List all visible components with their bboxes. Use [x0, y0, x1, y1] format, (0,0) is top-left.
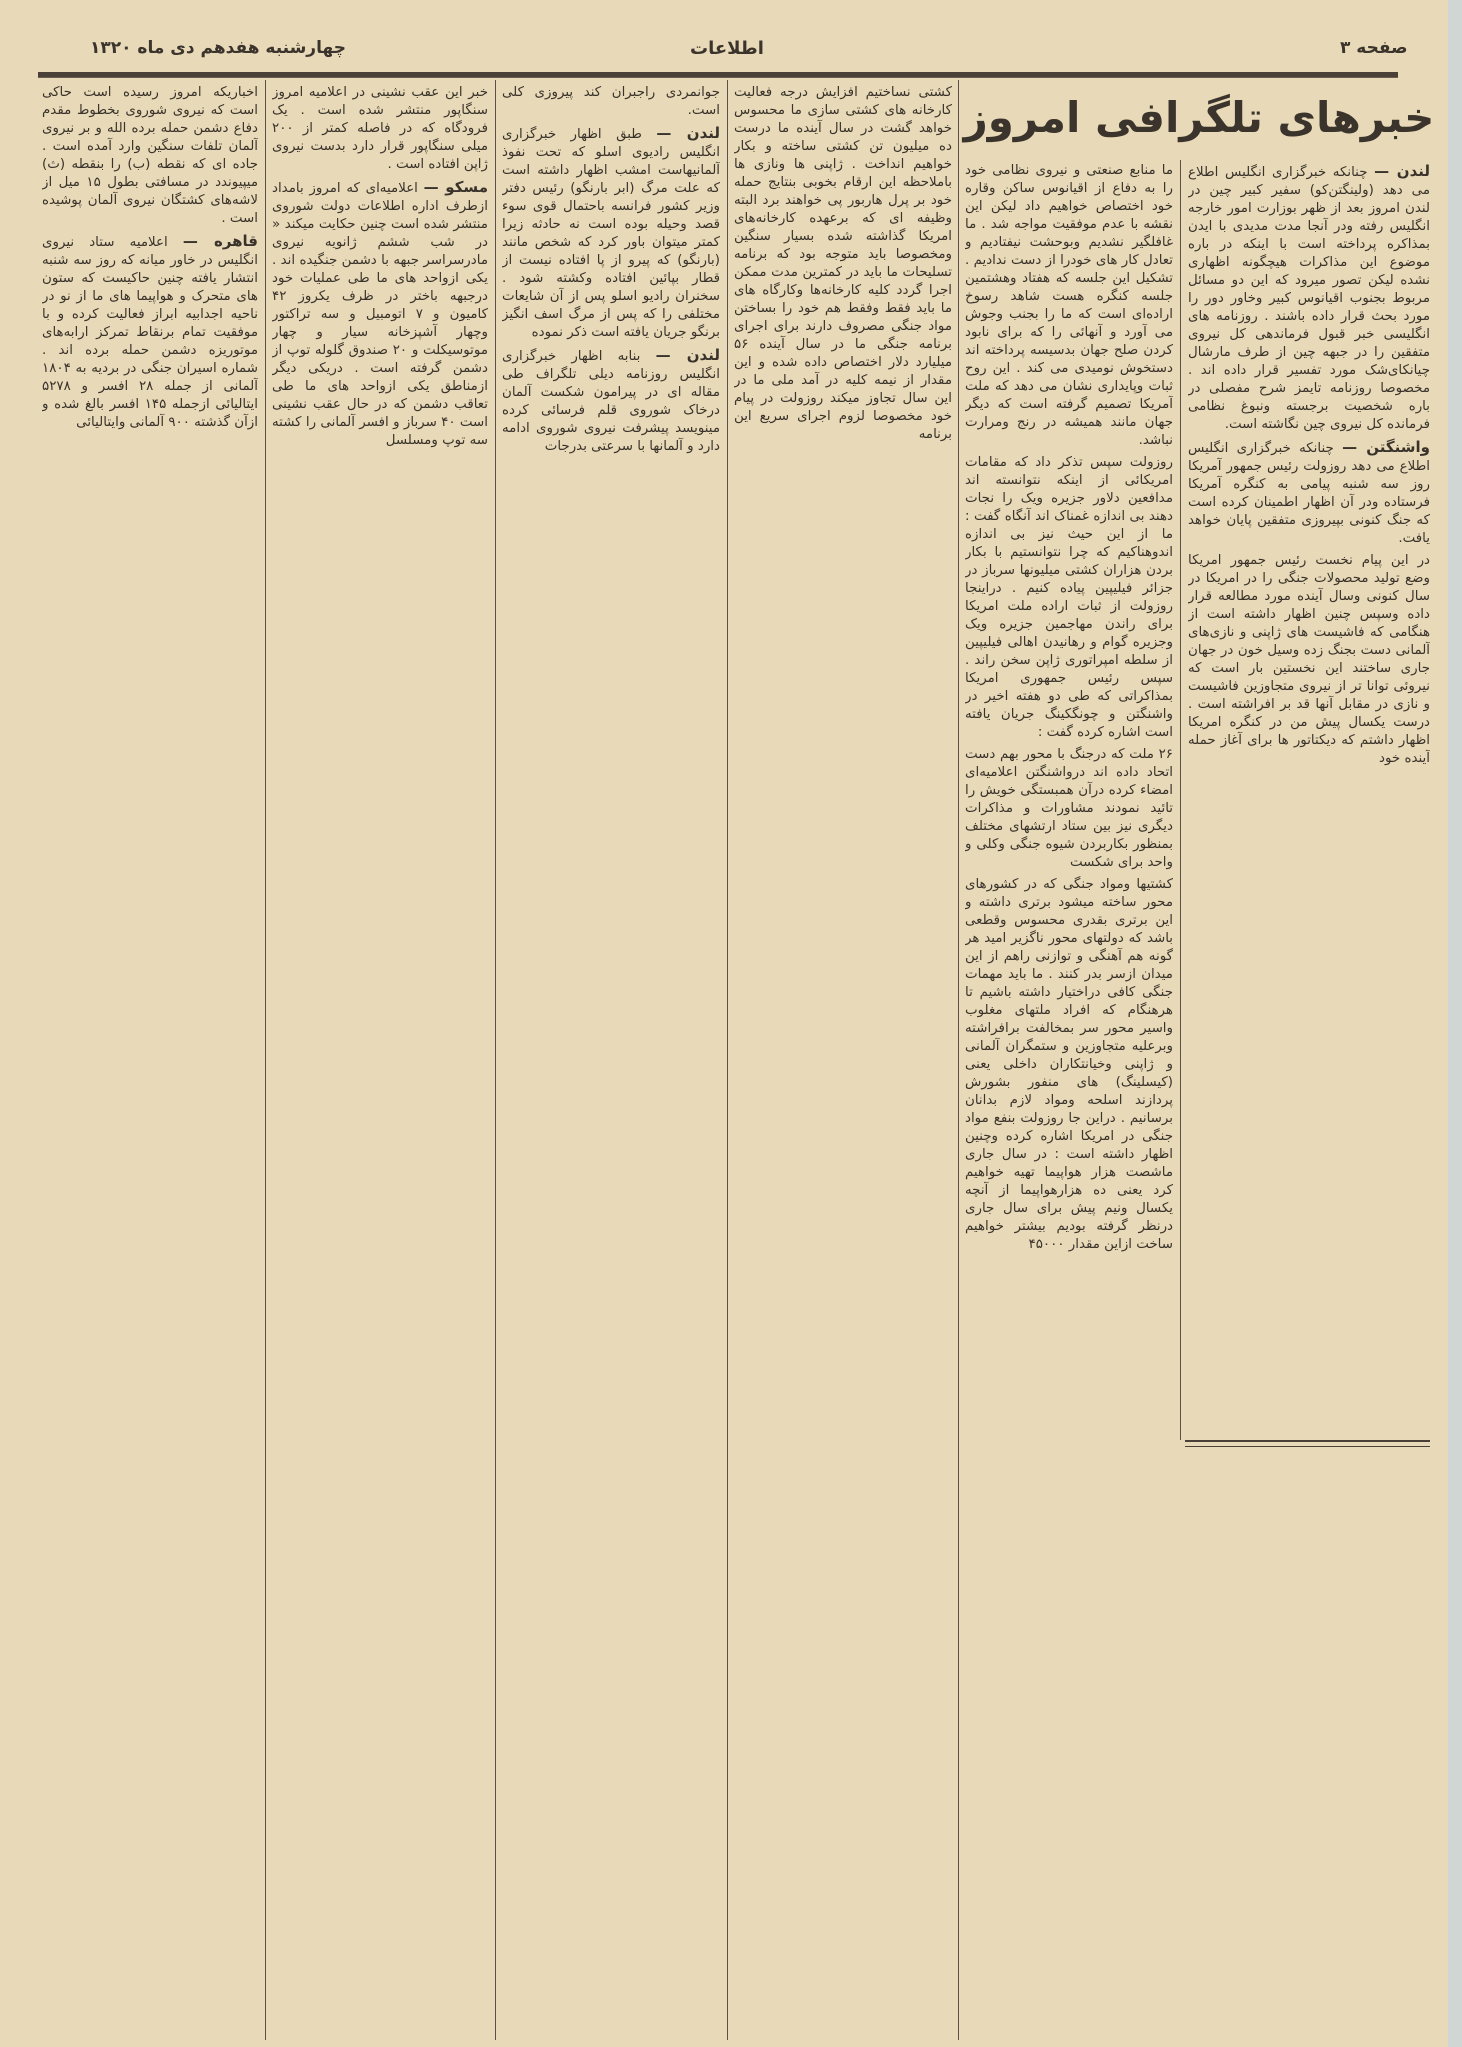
paragraph-text: کشتی نساختیم افزایش درجه فعالیت کارخانه های کشتی سازی ما محسوس خواهد گشت در سال آینده ما درست ده میلیون تن کشتی ساخته و بکار خواهیم انداخت . ژاپنی ها ونازی ها باملاحظه این ارقام بخوبی بنتایج حمله خود بر پرل هاربور پی خواهند برد البته وظیفه ای که برعهده کارخانه‌های امریکا گذاشته شده بسیار سنگین ومخصوصا باید متوجه بود که برنامه تسلیحات ما باید در کمترین مدت ممکن اجرا گردد کلیه کارخانه‌ها وکارگاه های ما باید فقط وفقط هم خود را بساختن مواد جنگی مصروف دارند برای اجرای برنامه جنگی ما در سال آینده ۵۶ میلیارد دلار اختصاص داده شده و این مقدار از نیمه کلیه در آمد ملی ما در این سال تجاوز میکند روزولت در پیام خود مخصوصا لزوم اجرای سریع این برنامه	[734, 85, 952, 442]
article-paragraph	[502, 124, 720, 342]
paragraph-text: در این پیام نخست رئیس جمهور امریکا وضع تولید محصولات جنگی را در امریکا در سال کنونی وسال آینده مورد مطالعه قرار داده وسپس چنین اظهار داشته است از هنگامی که فاشیست های ژاپنی و نازی‌های آلمانی دست بجنگ زده وسیل خون در جهان جاری ساختند این نخستین بار است که نیروئی توانا تر از نیروی متجاوزین فاشیست و نازی در مقابل آنها قد بر افراشته است . درست یکسال پیش من در کنگره امریکا اظهار داشتم که دیکتاتور ها برای آغاز حمله آینده خود	[1188, 553, 1430, 766]
dateline: لندن —	[655, 346, 720, 364]
article-paragraph	[965, 876, 1173, 1254]
article-paragraph	[965, 454, 1173, 742]
column-1	[1188, 162, 1430, 2035]
paragraph-text: جوانمردی راجبران کند پیروزی کلی است.	[502, 85, 720, 118]
article-paragraph	[1188, 438, 1430, 548]
paragraph-text: چنانکه خبرگزاری انگلیس اطلاع می دهد روزولت رئیس جمهور آمریکا روز سه شنبه پیامی به کنگره آمریکا فرستاده ودر آن اظهار اطمینان کرده است که جنگ کنونی بپیروزی متفقین پایان خواهد یافت.	[1188, 441, 1430, 546]
column-divider	[495, 80, 496, 2040]
dateline: مسکو —	[423, 178, 488, 196]
article-paragraph	[272, 178, 488, 450]
article-paragraph	[965, 746, 1173, 872]
column-divider	[727, 80, 728, 2040]
article-paragraph	[42, 84, 258, 228]
dateline: لندن —	[1374, 162, 1430, 180]
article-paragraph	[502, 84, 720, 120]
paragraph-text: بنابه اظهار خبرگزاری انگلیس روزنامه دیلی تلگراف طی مقاله ای در پیرامون شکست آلمان درخاک شوروی قلم فرسائی کرده مینویسد پیشرفت نیروی شوروی ادامه دارد و آلمانها با سرعتی بدرجات	[502, 349, 720, 454]
column-5	[272, 84, 488, 2034]
article-paragraph	[965, 162, 1173, 450]
dateline: واشنگتن —	[1342, 438, 1430, 456]
paragraph-text: چنانکه خبرگزاری انگلیس اطلاع می دهد (ولینگتن‌کو) سفیر کبیر چین در لندن امروز بعد از ظهر بوزارت امور خارجه انگلیس رفته ودر آنجا مدت مدیدی با ایدن بمذاکره پرداخته است با اینکه در باره موضوع این مذاکرات هیچگونه اظهاری نشده لیکن تصور میرود که این دو مسائل مربوط بجنوب اقیانوس کبیر وخاور دور را مورد بحث قرار داده باشند . روزنامه های انگلیسی خبر قبول فرماندهی کل نیروی متفقین را در جبهه چین از طرف مارشال چیانکای‌شک مورد تفسیر قرار داده اند . مخصوصا روزنامه تایمز شرح مفصلی در باره شخصیت برجسته ونبوغ نظامی فرمانده کل نیروی چین نگاشته است.	[1188, 165, 1430, 432]
column-4	[502, 84, 720, 2034]
paragraph-text: طبق اظهار خبرگزاری انگلیس رادیوی اسلو که تحت نفوذ آلمانیهاست امشب اظهار داشته است که علت مرگ (ابر بارنگو) رئیس دفتر وزیر کشور فرانسه باحتمال قوی سوء قصد وحیله بوده است نه حادثه زیرا کمتر میتوان باور کرد که شخص مانند (بارنگو) که پیرو از پا افتاده نیست از قطار بپائین افتاده وکشته شود . سخنران رادیو اسلو پس از آن شایعات مختلفی را که پس از مرگ اسف انگیز برنگو جریان یافته است ذکر نموده	[502, 127, 720, 340]
column-divider	[265, 80, 266, 2040]
page-number: صفحه ۳	[1340, 38, 1408, 58]
paragraph-text: اعلامیه ستاد نیروی انگلیس در خاور میانه که روز سه شنبه انتشار یافته چنین حاکیست که ستون های متحرک و هواپیما های ما از نو در ناحیه اجدابیه ابراز فعالیت کرده و با موفقیت تمام برنقاط تمرکز ارابه‌های موتوریزه دشمن حمله برده اند . شماره اسیران جنگی در بردیه به ۱۸۰۴ آلمانی از جمله ۲۸ افسر و ۵۲۷۸ ایتالیائی ازجمله ۱۴۵ افسر بالغ شده و ازآن گذشته ۹۰۰ آلمانی وایتالیائی	[42, 235, 258, 430]
article-paragraph	[42, 232, 258, 432]
column-6	[42, 84, 258, 2034]
column-divider	[958, 80, 959, 2040]
article-paragraph	[272, 84, 488, 174]
article-paragraph	[502, 346, 720, 456]
column-3	[734, 84, 952, 2034]
article-paragraph	[1188, 162, 1430, 434]
column-divider	[1180, 160, 1181, 1440]
masthead-rule	[38, 72, 1398, 78]
paragraph-text: اخباریکه امروز رسیده است حاکی است که نیروی شوروی بخطوط مقدم دفاع دشمن حمله برده الله و بر نیروی آلمان تلفات سنگین وارد آمده است . جاده ای که نقطه (ب) را بنقطه (ث) میپیوندد در مسافتی بطول ۱۵ میل از لاشه‌های کشتگان نیروی آلمان پوشیده است .	[42, 85, 258, 226]
paragraph-text: روزولت سپس تذکر داد که مقامات امریکائی از اینکه نتوانسته اند مدافعین دلاور جزیره ویک را نجات دهند بی اندازه غمناک اند آنگاه گفت : ما از این حیث نیز بی اندازه اندوهناکیم که چرا نتوانستیم با بکار بردن هزاران کشتی میلیونها سرباز در جزائر فیلیپین پیاده کنیم . دراینجا روزولت از ثبات اراده ملت امریکا برای راندن مهاجمین جزیره ویک وجزیره گوام و رهانیدن اهالی فیلیپین از سلطه امپراتوری ژاپن سخن راند . سپس رئیس جمهوری امریکا بمذاکراتی که طی دو هفته اخیر در واشنگتن و چونگکینگ جریان یافته است اشاره کرده گفت :	[965, 455, 1173, 740]
article-paragraph	[734, 84, 952, 444]
headline: خبرهای تلگرافی امروز	[963, 93, 1435, 142]
paragraph-text: کشتیها ومواد جنگی که در کشورهای محور ساخته میشود برتری داشته و این برتری بقدری محسوس وقطعی باشد که دولتهای محور ناگزیر امید هر گونه هم آهنگی و توازنی راهم از این میدان ازسر بدر کنند . ما باید مهمات جنگی کافی دراختیار داشته باشیم تا هرهنگام که افراد ملتهای مغلوب واسیر محور سر بمخالفت برافراشته وبرعلیه متجاوزین و ستمگران آلمانی و ژاپنی وخیانتکاران داخلی یعنی (کیسلینگ) های منفور بشورش پردازند اسلحه ومواد لازم بدانان برسانیم . دراین جا روزولت بنفع مواد جنگی در امریکا اشاره کرده وچنین اظهار داشته است : در سال جاری ماشصت هزار هواپیما تهیه خواهیم کرد یعنی ده هزارهواپیما از آنچه یکسال ونیم پیش برای سال جاری درنظر گرفته بودیم بیشتر خواهیم ساخت ازاین مقدار ۴۵۰۰۰	[965, 877, 1173, 1252]
paragraph-text: ۲۶ ملت که درجنگ با محور بهم دست اتحاد داده اند درواشنگتن اعلامیه‌ای امضاء کرده درآن همبستگی خویش را تائید نمودند مشاورات و مذاکرات دیگری نیز بین ستاد ارتشهای مختلف بمنظور بکاربردن شیوه جنگی وکلی و واحد برای شکست	[965, 747, 1173, 870]
paragraph-text: ما منابع صنعتی و نیروی نظامی خود را به دفاع از اقیانوس ساکن وقاره خود اختصاص خواهیم داد لیکن این نقشه با عدم موفقیت مواجه شد . ما غافلگیر نشدیم وبوحشت نیفتادیم و تعادل کار های خودرا از دست ندادیم . تشکیل این جلسه که هفتاد وهشتمین جلسه کنگره هست شاهد رسوخ اراده‌ای است که ما را بجنب وجوش می آورد و آنهائی را که برای نابود کردن صلح جهان بدسیسه پرداخته اند دستخوش نومیدی می کند . این روح ثبات وپایداری نشان می دهد که ملت آمریکا تصمیم گرفته است که دیگر جهان مانند همیشه در رنج ومرارت نباشد.	[965, 163, 1173, 448]
article-paragraph	[1188, 552, 1430, 768]
dateline: قاهره —	[182, 232, 258, 250]
paragraph-text: خبر این عقب نشینی در اعلامیه امروز سنگاپور منتشر شده است . یک فرودگاه که در فاصله کمتر از ۲۰۰ میلی سنگاپور قرار دارد بدست نیروی ژاپن افتاده است .	[272, 85, 488, 172]
dateline: لندن —	[656, 124, 720, 142]
issue-date: چهارشنبه هفدهم دی ماه ۱۳۲۰	[90, 38, 346, 58]
paper-name: اطلاعات	[690, 38, 764, 59]
column-2	[965, 162, 1173, 2035]
paragraph-text: اعلامیه‌ای که امروز بامداد ازطرف اداره اطلاعات دولت شوروی منتشر شده است چنین حکایت میکند « در شب ششم ژانویه نیروی مادرسراسر جبهه با دشمن جنگیده اند . یکی ازواحد های ما طی عملیات خود درجبهه باختر در ظرف یکروز ۴۲ کامیون و ۷ اتومبیل و سه تراکتور وچهار آشپزخانه سیار و چهار موتوسیکلت و ۲۰ صندوق گلوله توپ از دشمن گرفته است . دریکی دیگر ازمناطق یکی ازواحد های ما طی تعاقب دشمن که در حال عقب نشینی است ۴۰ سرباز و افسر آلمانی را کشته سه توپ ومسلسل	[272, 181, 488, 448]
